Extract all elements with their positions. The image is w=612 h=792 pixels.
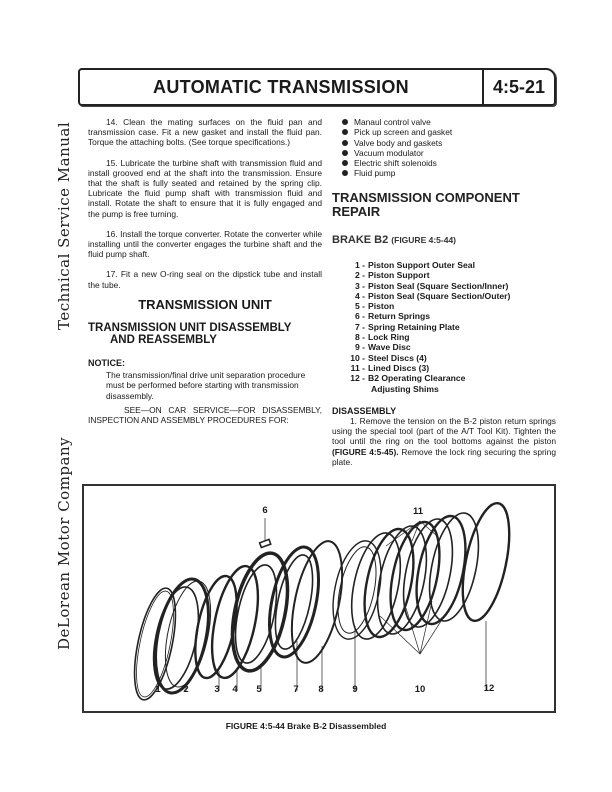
list-item: Vacuum modulator	[342, 148, 556, 158]
part-name: Lined Discs (3)	[368, 362, 430, 373]
part-9-wavedisc	[325, 537, 389, 644]
heading-line: TRANSMISSION UNIT DISASSEMBLY	[88, 322, 292, 335]
label-8: 8	[318, 684, 324, 695]
part-number: 6 -	[354, 311, 365, 322]
part-item	[332, 301, 556, 311]
part-name: Piston	[368, 301, 395, 312]
part-2-support	[146, 583, 207, 693]
notice-text: The transmission/final drive unit separation procedure must be performed before starting with transmission disassembly.	[106, 370, 306, 401]
part-number: 11 -	[350, 362, 365, 373]
list-item: Manaul control valve	[342, 117, 556, 127]
disassembly-step-1	[332, 416, 556, 467]
page-number: 4:5-21	[492, 77, 546, 97]
list-item: Valve body and gaskets	[342, 138, 556, 148]
label-12: 12	[483, 683, 495, 694]
label-11: 11	[412, 506, 424, 517]
parts-list	[332, 260, 556, 394]
step-16: 16. Install the torque converter. Rotate the converter while installing until the converter engages the turbine shaft and the fluid pump shaft.	[88, 228, 322, 260]
component-repair-heading	[332, 191, 556, 219]
list-item: Fluid pump	[342, 168, 556, 178]
part-item	[332, 260, 556, 270]
figure-ref: (FIGURE 4:5-45).	[332, 446, 399, 457]
procedure-list	[342, 117, 556, 179]
brake-b2-heading	[332, 235, 556, 245]
brake-title: BRAKE B2	[332, 233, 389, 246]
step-14: 14. Clean the mating surfaces on the fluid pan and transmission case. Fit a new gasket and install the fluid pan. Torque the attaching bolts. (See torque specifications.)	[88, 117, 322, 148]
part-name: Piston Seal (Square Section/Inner)	[368, 280, 509, 291]
disassembly-heading: DISASSEMBLY	[332, 405, 397, 416]
part-number: 2 -	[354, 270, 365, 281]
text: Remove the lock ring securing the spring plate.	[332, 446, 556, 467]
left-column	[88, 117, 322, 435]
part-name: Steel Discs (4)	[368, 352, 427, 363]
part-item	[332, 342, 556, 352]
part-9-wavedisc	[331, 543, 383, 636]
label-5: 5	[256, 684, 262, 695]
part-item	[332, 332, 556, 342]
part-number: 7 -	[354, 321, 365, 332]
label-2: 2	[183, 684, 189, 695]
page-header	[78, 68, 556, 106]
part-number: 8 -	[354, 332, 365, 343]
disassembly-reassembly-heading	[88, 322, 322, 346]
part-name: Spring Retaining Plate	[368, 321, 460, 332]
part-item	[332, 270, 556, 280]
part-number: 12 -	[350, 373, 365, 384]
part-name: Return Springs	[368, 311, 431, 322]
part-item-continued: Adjusting Shims	[371, 383, 439, 394]
heading-line: AND REASSEMBLY	[110, 334, 217, 347]
part-item	[332, 281, 556, 291]
part-number: 1 -	[354, 259, 365, 270]
part-item	[332, 291, 556, 301]
list-item: Electric shift solenoids	[342, 158, 556, 168]
figure-brake-b2	[82, 484, 556, 713]
part-2-support	[157, 577, 219, 691]
part-number: 4 -	[354, 290, 365, 301]
part-item	[332, 322, 556, 332]
part-name: B2 Operating Clearance	[368, 373, 466, 384]
part-name: Piston Seal (Square Section/Outer)	[368, 290, 511, 301]
transmission-unit-heading: TRANSMISSION UNIT	[138, 296, 272, 312]
label-1: 1	[155, 684, 161, 695]
part-item	[332, 311, 556, 321]
heading-line: TRANSMISSION COMPONENT	[332, 189, 520, 205]
notice-label: NOTICE:	[88, 358, 125, 369]
part-number: 9 -	[354, 342, 365, 353]
label-3: 3	[214, 684, 220, 695]
heading-line: REPAIR	[332, 203, 381, 219]
part-number: 5 -	[354, 301, 365, 312]
part-item	[332, 373, 556, 383]
label-9: 9	[352, 684, 358, 695]
part-number: 3 -	[354, 280, 365, 291]
part-item	[332, 353, 556, 363]
side-title-manual: Technical Service Manual	[55, 121, 73, 330]
figure-ref: (FIGURE 4:5-44)	[391, 234, 457, 245]
part-name: Lock Ring	[368, 332, 410, 343]
part-name: Piston Support	[368, 270, 430, 281]
see-text: SEE—ON CAR SERVICE—FOR DISASSEMBLY, INSPECTION AND ASSEMBLY PROCEDURES FOR:	[88, 404, 322, 426]
part-item	[332, 363, 556, 373]
list-item: Pick up screen and gasket	[342, 127, 556, 137]
section-title: AUTOMATIC TRANSMISSION	[153, 77, 409, 97]
label-7: 7	[293, 684, 299, 695]
part-name: Wave Disc	[368, 342, 411, 353]
label-6: 6	[262, 505, 268, 516]
part-name: Piston Support Outer Seal	[368, 259, 475, 270]
right-column	[332, 117, 556, 477]
text: 1. Remove the tension on the B-2 piston return springs using the special tool (part of the A/T Tool Kit). Tighten the tool until the ring on the tool bottoms against the piston	[332, 416, 556, 447]
part-number: 10 -	[350, 352, 365, 363]
step-15: 15. Lubricate the turbine shaft with transmission fluid and install grooved end at the shaft into the transmission. Ensure that the shaft is fully seated and retained by the spring clip. Lubricate the fluid pump shaft with transmission fluid and install. Rotate the shaft to ensure that it is fully engaged and the pump is free turning.	[88, 157, 322, 219]
step-17: 17. Fit a new O-ring seal on the dipstick tube and install the tube.	[88, 269, 322, 290]
label-10: 10	[414, 684, 426, 695]
figure-caption: FIGURE 4:5-44 Brake B-2 Disassembled	[225, 721, 387, 731]
exploded-diagram	[84, 486, 554, 711]
part-6-spring	[260, 539, 271, 547]
label-4: 4	[232, 684, 238, 695]
side-title-company: DeLorean Motor Company	[55, 436, 73, 650]
